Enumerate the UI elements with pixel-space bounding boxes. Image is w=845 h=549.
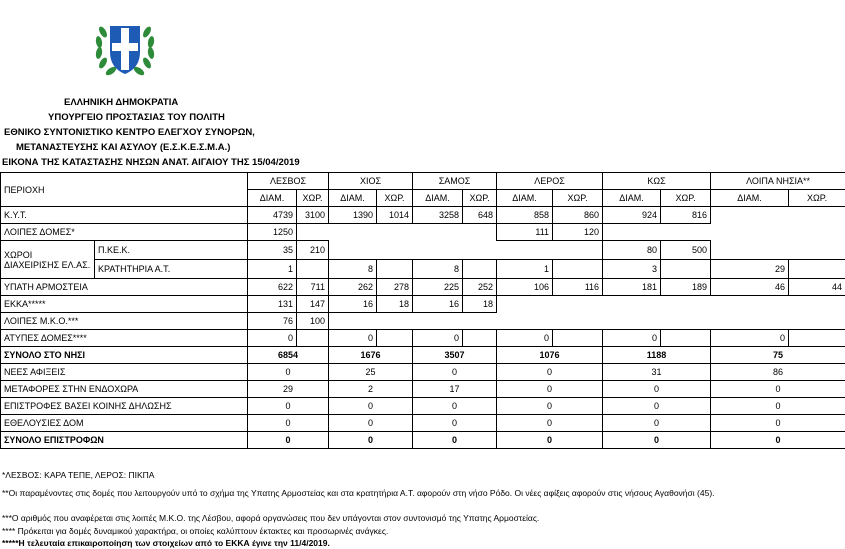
table-cell: 16 [413,296,463,313]
table-cell: 1676 [329,347,413,364]
table-cell: 0 [413,330,463,347]
table-cell: 3507 [413,347,497,364]
island-chios: ΧΙΟΣ [329,173,413,190]
table-cell [377,260,413,279]
sub-diam: ΔΙΑΜ. [329,190,377,207]
table-cell: 18 [463,296,497,313]
coat-of-arms-logo [90,14,160,84]
table-row-pkek [1,241,845,260]
table-cell: 35 [248,241,297,260]
table-cell: 4739 [248,207,297,224]
table-cell [661,260,711,279]
table-cell: 2 [329,381,413,398]
table-cell: 116 [553,279,603,296]
table-cell: 0 [711,381,845,398]
table-cell: 1 [248,260,297,279]
sub-xor: ΧΩΡ. [377,190,413,207]
sub-xor: ΧΩΡ. [661,190,711,207]
empty-cell [297,224,497,241]
table-cell [297,260,329,279]
page-title: ΕΙΚΟΝΑ ΤΗΣ ΚΑΤΑΣΤΑΣΗΣ ΝΗΣΩΝ ΑΝΑΤ. ΑΙΓΑΙΟΥ ΤΗΣ 15/04/2019 [2,157,300,168]
sub-xor: ΧΩΡ. [297,190,329,207]
empty-cell [603,224,845,241]
island-leros: ΛΕΡΟΣ [497,173,603,190]
table-cell: 0 [329,432,413,449]
sub-diam: ΔΙΑΜ. [248,190,297,207]
row-label: ΑΤΥΠΕΣ ΔΟΜΕΣ**** [1,330,248,347]
table-cell: 80 [603,241,661,260]
island-kos: ΚΩΣ [603,173,711,190]
table-cell: 6854 [248,347,329,364]
table-cell: 0 [413,364,497,381]
table-cell [789,260,845,279]
table-cell: 189 [661,279,711,296]
table-row-mko [1,313,845,330]
table-cell: 3100 [297,207,329,224]
table-cell: 0 [497,398,603,415]
empty-cell [711,207,845,224]
island-lesvos: ΛΕΣΒΟΣ [248,173,329,190]
table-cell [789,330,845,347]
table-cell: 100 [297,313,329,330]
table-cell: 1076 [497,347,603,364]
table-cell: 0 [711,398,845,415]
table-cell: 1 [497,260,553,279]
table-cell: 0 [413,398,497,415]
table-cell: 86 [711,364,845,381]
table-cell: 0 [248,364,329,381]
table-row-synolo-epistrofon [1,432,845,449]
table-cell: 0 [603,381,711,398]
table-cell: 0 [248,415,329,432]
table-cell: 262 [329,279,377,296]
table-cell: 106 [497,279,553,296]
table-cell: 858 [497,207,553,224]
table-cell: 181 [603,279,661,296]
sub-xor: ΧΩΡ. [789,190,845,207]
table-cell: 8 [329,260,377,279]
row-label: ΜΕΤΑΦΟΡΕΣ ΣΤΗΝ ΕΝΔΟΧΩΡΑ [1,381,248,398]
table-cell: 0 [497,415,603,432]
table-row-synolo [1,347,845,364]
table-cell: 0 [413,432,497,449]
table-cell: 147 [297,296,329,313]
table-cell: 225 [413,279,463,296]
row-label: ΝΕΕΣ ΑΦΙΞΕΙΣ [1,364,248,381]
table-cell: 0 [711,330,789,347]
table-row-ethelousies [1,415,845,432]
footnote-2: **Οι παραμένοντες στις δομές που λειτουργούν υπό το σχήμα της Υπατης Αρμοστείας και στα κρατητήρια Α.Τ. αφορούν στη νήσο Ρόδο. Οι νέες αφίξεις αφορούν στις νήσους Αγαθονήσι (45). [2,488,715,498]
row-label: ΛΟΙΠΕΣ Μ.Κ.Ο.*** [1,313,248,330]
table-cell: 17 [413,381,497,398]
table-cell: 75 [711,347,845,364]
table-cell [463,330,497,347]
table-cell: 3258 [413,207,463,224]
header-ministry: ΥΠΟΥΡΓΕΙΟ ΠΡΟΣΤΑΣΙΑΣ ΤΟΥ ΠΟΛΙΤΗ [48,112,225,123]
table-cell: 648 [463,207,497,224]
sub-diam: ΔΙΑΜ. [711,190,789,207]
header-center-2: ΜΕΤΑΝΑΣΤΕΥΣΗΣ ΚΑΙ ΑΣΥΛΟΥ (Ε.Σ.Κ.Ε.Σ.Μ.Α.) [16,142,231,153]
table-cell: 0 [603,398,711,415]
table-cell: 711 [297,279,329,296]
footnote-3: ***Ο αριθμός που αναφέρεται στις λοιπές Μ.Κ.Ο. της Λέσβου, αφορά οργανώσεις που δεν υπάγονται στον συντονισμό της Υπατης Αρμοστείας. [2,513,540,523]
table-cell: 860 [553,207,603,224]
table-cell [463,260,497,279]
island-status-table [0,172,845,449]
header-center: ΕΘΝΙΚΟ ΣΥΝΤΟΝΙΣΤΙΚΟ ΚΕΝΤΡΟ ΕΛΕΓΧΟΥ ΣΥΝΟΡΩΝ, [4,127,255,138]
table-cell: 0 [329,398,413,415]
table-cell: 0 [248,330,297,347]
empty-cell [329,241,603,260]
table-cell: 29 [711,260,789,279]
table-row-kyt [1,207,845,224]
table-cell: 1188 [603,347,711,364]
row-label-xoroi [1,241,95,279]
table-cell: 0 [329,330,377,347]
table-row-metafores [1,381,845,398]
table-cell: 1250 [248,224,297,241]
table-cell: 924 [603,207,661,224]
row-label: ΕΚΚΑ***** [1,296,248,313]
sub-diam: ΔΙΑΜ. [413,190,463,207]
table-cell: 500 [661,241,711,260]
table-row-islands [1,173,845,190]
row-label: ΣΥΝΟΛΟ ΣΤΟ ΝΗΣΙ [1,347,248,364]
header-republic: ΕΛΛΗΝΙΚΗ ΔΗΜΟΚΡΑΤΙΑ [64,97,179,108]
row-label: ΛΟΙΠΕΣ ΔΟΜΕΣ* [1,224,248,241]
table-row-epistrofes [1,398,845,415]
table-cell: 44 [789,279,845,296]
table-cell: 0 [711,415,845,432]
island-samos: ΣΑΜΟΣ [413,173,497,190]
table-cell: 0 [603,330,661,347]
row-label: ΚΡΑΤΗΤΗΡΙΑ Α.Τ. [95,260,248,279]
table-cell: 622 [248,279,297,296]
row-label: ΥΠΑΤΗ ΑΡΜΟΣΤΕΙΑ [1,279,248,296]
row-label: Κ.Υ.Τ. [1,207,248,224]
table-cell [553,330,603,347]
table-cell: 46 [711,279,789,296]
table-cell: 16 [329,296,377,313]
row-label: Π.ΚΕ.Κ. [95,241,248,260]
table-cell: 1014 [377,207,413,224]
table-cell: 1390 [329,207,377,224]
table-cell: 0 [603,415,711,432]
table-cell: 8 [413,260,463,279]
empty-cell [711,241,845,260]
table-cell [553,260,603,279]
table-cell: 31 [603,364,711,381]
table-cell: 76 [248,313,297,330]
table-row-ypati [1,279,845,296]
table-cell: 252 [463,279,497,296]
xoroi-label-2: ΔΙΑΧΕΙΡΙΣΗΣ ΕΛ.ΑΣ. [4,259,91,270]
row-label: ΕΠΙΣΤΡΟΦΕΣ ΒΑΣΕΙ ΚΟΙΝΗΣ ΔΗΛΩΣΗΣ [1,398,248,415]
footnote-1: *ΛΕΣΒΟΣ: ΚΑΡΑ ΤΕΠΕ, ΛΕΡΟΣ: ΠΙΚΠΑ [2,470,155,480]
table-row-nees [1,364,845,381]
footnote-4: **** Πρόκειται για δομές δυναμικού χαρακτήρα, οι οποίες καλύπτουν έκτακτες και προσωρινές ανάγκες. [2,526,389,536]
table-cell: 0 [711,432,845,449]
table-cell: 0 [497,381,603,398]
table-cell: 0 [248,398,329,415]
table-cell: 0 [497,364,603,381]
table-row-loipes-domes [1,224,845,241]
row-label: ΕΘΕΛΟΥΣΙΕΣ ΔΟΜ [1,415,248,432]
table-cell: 0 [497,432,603,449]
footnote-5: *****Η τελευταία επικαιροποίηση των στοιχείων από το ΕΚΚΑ έγινε την 11/4/2019. [2,538,330,548]
table-row-ekka [1,296,845,313]
table-cell: 25 [329,364,413,381]
table-cell: 0 [603,432,711,449]
region-header: ΠΕΡΙΟΧΗ [1,173,248,207]
table-cell [297,330,329,347]
table-row-atypes [1,330,845,347]
sub-xor: ΧΩΡ. [463,190,497,207]
table-cell [377,330,413,347]
empty-cell [329,313,845,330]
xoroi-label-1: ΧΩΡΟΙ [4,249,33,260]
table-cell: 210 [297,241,329,260]
table-cell: 0 [497,330,553,347]
table-cell: 120 [553,224,603,241]
table-cell: 111 [497,224,553,241]
row-label: ΣΥΝΟΛΟ ΕΠΙΣΤΡΟΦΩΝ [1,432,248,449]
table-cell: 29 [248,381,329,398]
island-other: ΛΟΙΠΑ ΝΗΣΙΑ** [711,173,845,190]
table-cell: 0 [413,415,497,432]
sub-diam: ΔΙΑΜ. [603,190,661,207]
table-row-kratitiria [1,260,845,279]
empty-cell [497,296,845,313]
table-cell: 18 [377,296,413,313]
table-cell: 131 [248,296,297,313]
table-cell: 0 [329,415,413,432]
sub-xor: ΧΩΡ. [553,190,603,207]
sub-diam: ΔΙΑΜ. [497,190,553,207]
table-cell: 0 [248,432,329,449]
table-cell: 278 [377,279,413,296]
table-cell: 816 [661,207,711,224]
table-cell: 3 [603,260,661,279]
table-cell [661,330,711,347]
